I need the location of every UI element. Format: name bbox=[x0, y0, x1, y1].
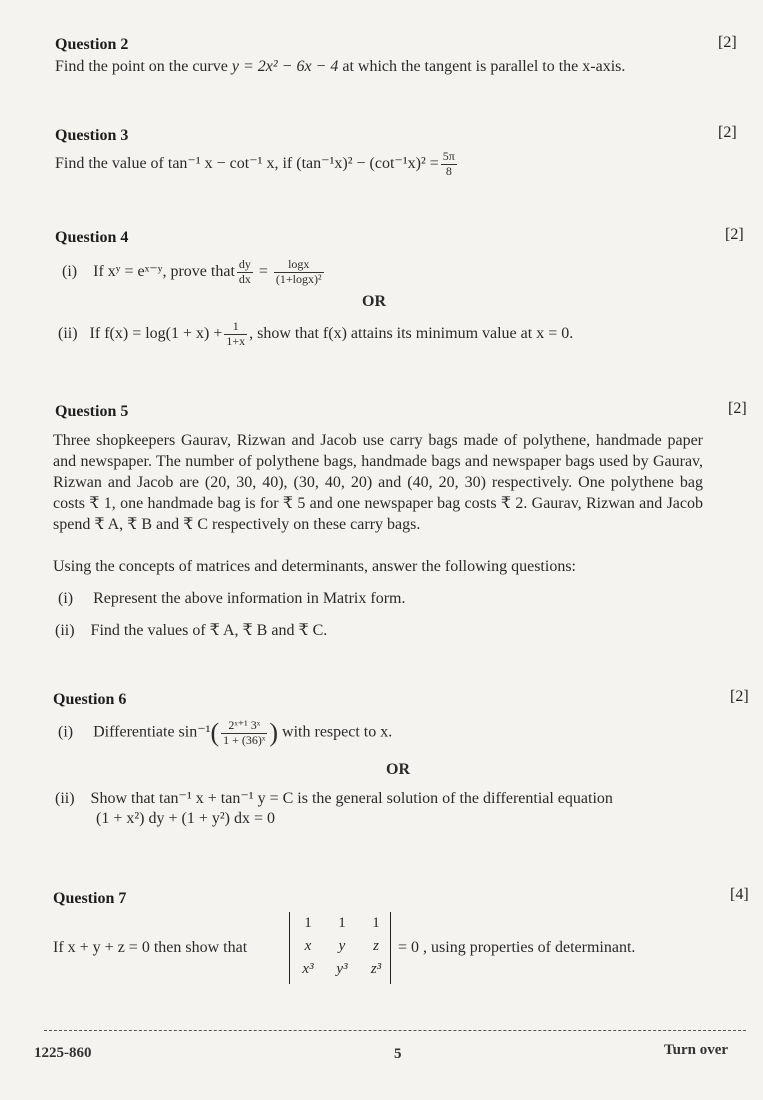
q6-marks: [2] bbox=[730, 688, 749, 705]
q6-frac-num: 2ˣ⁺¹ 3ˣ bbox=[221, 719, 267, 734]
q6-i-label: (i) bbox=[58, 723, 74, 741]
q6-fraction bbox=[221, 719, 267, 748]
footer-divider bbox=[44, 1030, 746, 1031]
q6-ii-equation: (1 + x²) dy + (1 + y²) dx = 0 bbox=[96, 810, 275, 827]
det-cell: y bbox=[338, 938, 346, 954]
q6-ii-label: (ii) bbox=[55, 790, 75, 807]
paper-code: 1225-860 bbox=[34, 1045, 92, 1061]
q4-rhs-den: (1+logx)² bbox=[275, 271, 322, 286]
q4-part1 bbox=[62, 258, 326, 287]
q3-fraction bbox=[441, 150, 457, 179]
det-cell: y³ bbox=[336, 961, 348, 977]
page-number: 5 bbox=[394, 1046, 402, 1062]
q3-marks: [2] bbox=[718, 124, 737, 141]
q2-text-after: at which the tangent is parallel to the x-axis. bbox=[338, 58, 626, 75]
q4-or: OR bbox=[362, 293, 386, 310]
q4-dx: dx bbox=[238, 271, 251, 286]
q6-title: Question 6 bbox=[53, 691, 127, 708]
q5-ii-label: (ii) bbox=[55, 622, 75, 639]
q4-part2-label: (ii) bbox=[58, 324, 78, 342]
q6-frac-den: 1 + (36)ˣ bbox=[223, 732, 266, 747]
q6-i-tail: with respect to x. bbox=[282, 723, 393, 741]
q4-one: 1 bbox=[224, 320, 247, 335]
q2-text bbox=[55, 58, 625, 76]
q2-title: Question 2 bbox=[55, 36, 129, 53]
q5-title: Question 5 bbox=[55, 403, 129, 420]
q7-title: Question 7 bbox=[53, 890, 127, 907]
det-cell: x bbox=[304, 938, 312, 954]
q4-part2 bbox=[58, 320, 573, 349]
q7-marks: [4] bbox=[730, 886, 749, 903]
q2-equation: y = 2x² − 6x − 4 bbox=[231, 58, 339, 75]
q5-ii-text: Find the values of ₹ A, ₹ B and ₹ C. bbox=[90, 622, 328, 639]
q2-marks: [2] bbox=[718, 34, 737, 51]
q4-marks: [2] bbox=[725, 226, 744, 243]
q4-rhs-fraction bbox=[274, 258, 324, 287]
q7-determinant bbox=[289, 912, 391, 984]
q5-i-text: Represent the above information in Matrix form. bbox=[93, 590, 406, 607]
q7-lead: If x + y + z = 0 then show that bbox=[53, 939, 248, 956]
q6-part-ii bbox=[55, 788, 613, 808]
det-cell: 1 bbox=[372, 915, 380, 931]
q4-part1-text: If xʸ = eˣ⁻ʸ, prove that bbox=[93, 262, 235, 280]
q4-equals: = bbox=[258, 262, 268, 280]
q4-part2-text: If f(x) = log(1 + x) + bbox=[89, 324, 223, 342]
q6-i-text: Differentiate sin⁻¹ bbox=[93, 723, 211, 741]
det-cell: z bbox=[373, 938, 379, 954]
q4-logx: logx bbox=[274, 258, 324, 273]
det-cell: 1 bbox=[304, 915, 312, 931]
q7-tail: = 0 , using properties of determinant. bbox=[398, 939, 636, 956]
q5-marks: [2] bbox=[728, 400, 747, 417]
q6-ii-text: Show that tan⁻¹ x + tan⁻¹ y = C is the general solution of the differential equation bbox=[90, 790, 613, 807]
q5-i-label: (i) bbox=[58, 590, 74, 607]
q4-title: Question 4 bbox=[55, 229, 129, 246]
q2-text-before: Find the point on the curve bbox=[55, 58, 232, 75]
det-cell: x³ bbox=[302, 961, 314, 977]
q4-part2-rest: , show that f(x) attains its minimum value at x = 0. bbox=[249, 324, 574, 342]
q5-part-i bbox=[58, 590, 405, 608]
q6-or: OR bbox=[386, 761, 410, 778]
q3-frac-den: 8 bbox=[445, 163, 452, 178]
q5-paragraph: Three shopkeepers Gaurav, Rizwan and Jacob use carry bags made of polythene, handmade paper and newspaper. The number of polythene bags, handmade bags and newspaper bags used by Gaurav, Rizwan and Jacob are (20, 30, 40), (30, 40, 20) and (40, 20, 30) respectively. One polythene bag costs ₹ 1, one handmade bag is for ₹ 5 and one newspaper bag costs ₹ 2. Gaurav, Rizwan and Jacob spend ₹ A, ₹ B and ₹ C respectively on these carry bags. bbox=[53, 432, 703, 533]
q3-title: Question 3 bbox=[55, 127, 129, 144]
turn-over: Turn over bbox=[664, 1042, 729, 1058]
q6-part-i: (i) Differentiate sin⁻¹( $\frac{\text{2ˣ⁺¹ 3ˣ}}{\text{1 + (36)ˣ}}$ ) with respect to x. bbox=[58, 717, 393, 747]
q4-part1-label: (i) bbox=[62, 262, 78, 280]
q3-text-body: Find the value of tan⁻¹ x − cot⁻¹ x, if (tan⁻¹x)² − (cot⁻¹x)² = bbox=[55, 154, 439, 172]
q5-part-ii bbox=[55, 620, 327, 640]
q4-part2-fraction bbox=[224, 320, 247, 349]
q3-frac-num: 5π bbox=[442, 149, 455, 163]
q4-dydx-fraction bbox=[237, 258, 253, 287]
q5-using: Using the concepts of matrices and determinants, answer the following questions: bbox=[53, 558, 576, 575]
det-cell: z³ bbox=[370, 961, 382, 977]
q4-dy: dy bbox=[238, 257, 251, 271]
det-cell: 1 bbox=[338, 915, 346, 931]
q4-onex: 1+x bbox=[226, 333, 246, 348]
q3-text bbox=[55, 150, 459, 179]
